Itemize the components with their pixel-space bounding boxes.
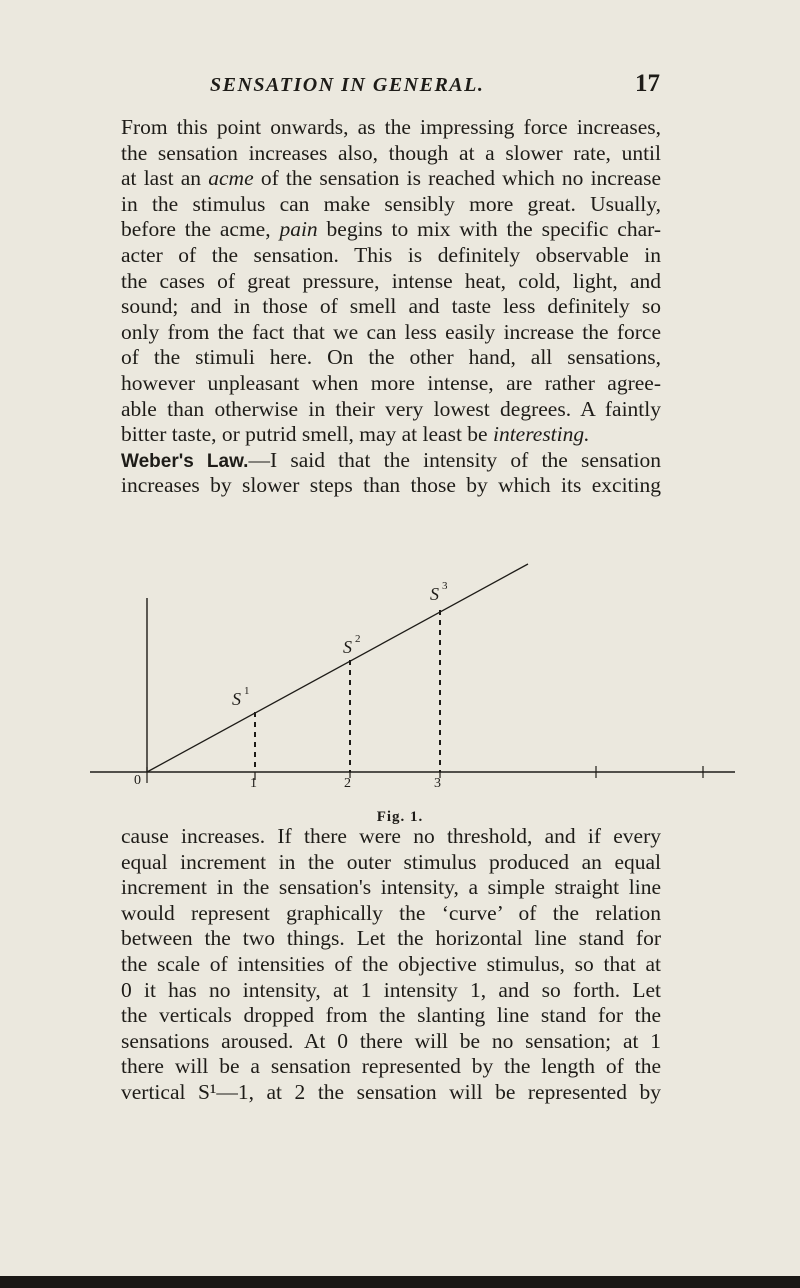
running-head: [120, 70, 660, 106]
text-line: equal increment in the outer stimulus produced an equal: [121, 849, 661, 874]
figure-caption: Fig. 1.: [376, 809, 424, 825]
paragraph-1: [121, 115, 661, 499]
text-line: would represent graphically the ‘curve’ of the relation: [121, 900, 661, 925]
page-number: 17: [635, 70, 660, 97]
text-line: between the two things. Let the horizontal line stand for: [121, 926, 661, 951]
tick-label-2: 2: [344, 776, 351, 791]
text-line: only from the fact that we can less easily increase the force: [121, 319, 661, 344]
text-line: increment in the sensation's intensity, a simple straight line: [121, 875, 661, 900]
text-line: able than otherwise in their very lowest degrees. A faintly: [121, 396, 661, 421]
running-title: SENSATION IN GENERAL.: [210, 74, 485, 96]
tick-label-1: 1: [250, 776, 257, 791]
text-line: sensations aroused. At 0 there will be no sensation; at 1: [121, 1028, 661, 1053]
text-line: 0 it has no intensity, at 1 intensity 1, and so forth. Let: [121, 977, 661, 1002]
label-s3-sup: 3: [442, 580, 448, 592]
text-line: there will be a sensation represented by the length of the: [121, 1054, 661, 1079]
text-line: [121, 217, 661, 243]
italic-pain: pain: [279, 217, 318, 242]
text-line: increases by slower steps than those by which its exciting: [121, 473, 661, 498]
text-line: vertical S¹—1, at 2 the sensation will be represented by: [121, 1079, 661, 1104]
text-line: however unpleasant when more intense, are rather agree-: [121, 370, 661, 395]
text-run: of the sensation is reached which no increase: [253, 166, 661, 191]
figure-1: [0, 560, 800, 820]
italic-interesting: interesting.: [492, 422, 590, 447]
text-line: the verticals dropped from the slanting line stand for the: [121, 1003, 661, 1028]
text-line: sound; and in those of smell and taste less definitely so: [121, 294, 661, 319]
text-line: cause increases. If there were no threshold, and if every: [121, 824, 661, 848]
label-s3: S: [430, 584, 439, 604]
text-run: —I said that the intensity of the sensation: [248, 447, 661, 472]
text-line: in the stimulus can make sensibly more great. Usually,: [121, 191, 661, 216]
label-s2: S: [343, 637, 352, 657]
tick-label-0: 0: [134, 773, 141, 788]
slanting-line: [147, 564, 528, 772]
text-line: the sensation increases also, though at a slower rate, until: [121, 140, 661, 165]
text-run: bitter taste, or putrid smell, may at least be: [121, 422, 493, 447]
text-line: the cases of great pressure, intense heat, cold, light, and: [121, 268, 661, 293]
section-heading-webers-law: Weber's Law.: [121, 450, 249, 472]
text-run: at last an: [121, 166, 209, 191]
figure-diagram: [0, 560, 800, 820]
scan-edge-band: [0, 1276, 800, 1288]
text-line: the scale of intensities of the objective stimulus, so that at: [121, 951, 661, 976]
text-line: From this point onwards, as the impressing force increases,: [121, 115, 661, 139]
text-run: begins to mix with the specific char-: [317, 217, 661, 242]
label-s1: S: [232, 689, 241, 709]
tick-label-3: 3: [434, 776, 441, 791]
italic-acme: acme: [208, 166, 254, 191]
paragraph-2: [121, 824, 661, 1106]
text-line: acter of the sensation. This is definitely observable in: [121, 242, 661, 267]
text-line: [121, 166, 661, 192]
text-line: of the stimuli here. On the other hand, all sensations,: [121, 345, 661, 370]
label-s1-sup: 1: [244, 685, 250, 697]
text-run: before the acme,: [121, 217, 280, 242]
label-s2-sup: 2: [355, 633, 361, 645]
text-line: [121, 422, 661, 448]
text-line: [121, 448, 661, 474]
